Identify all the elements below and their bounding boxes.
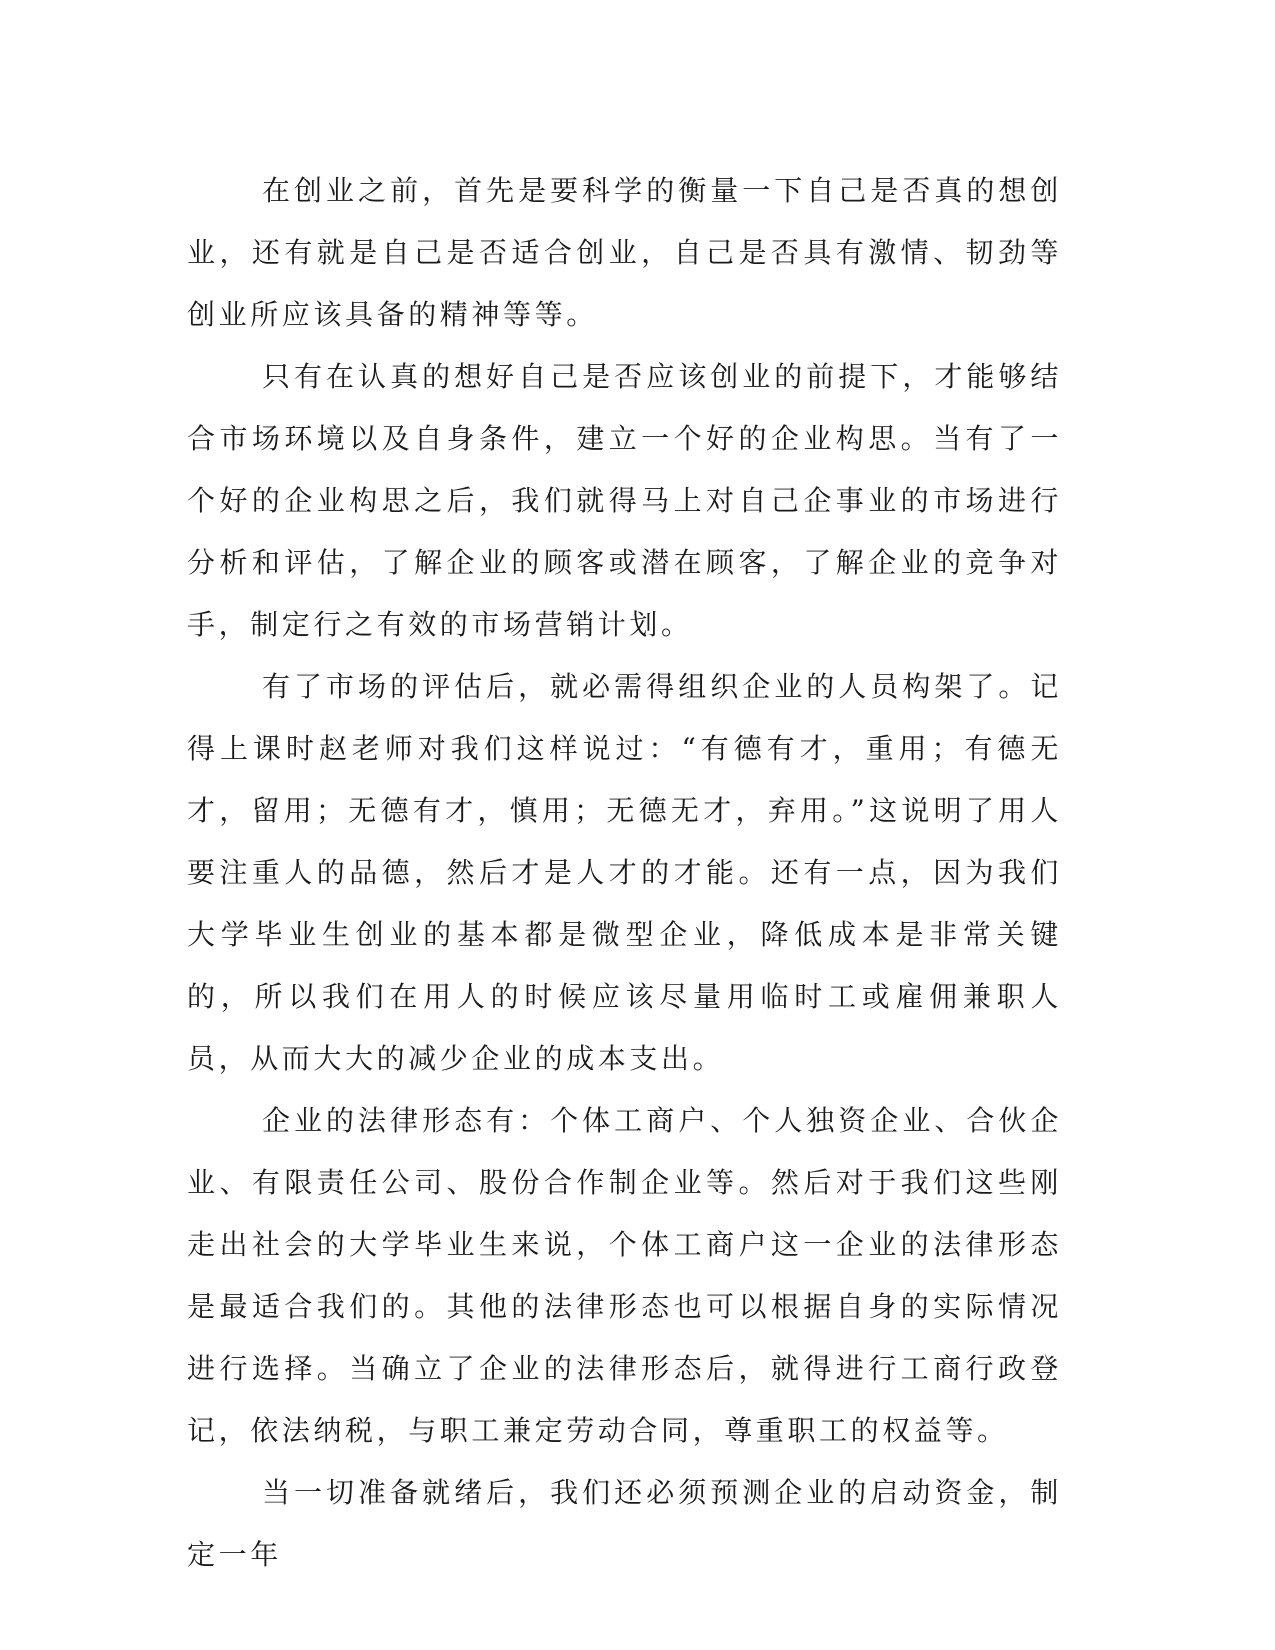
paragraph-2: 只有在认真的想好自己是否应该创业的前提下，才能够结合市场环境以及自身条件，建立一个好的企业构思。当有了一个好的企业构思之后，我们就得马上对自己企事业的市场进行分析和评估，了解企业的顾客或潜在顾客，了解企业的竞争对手，制定行之有效的市场营销计划。	[187, 360, 1062, 641]
paragraph-5: 当一切准备就绪后，我们还必须预测企业的启动资金，制定一年	[187, 1476, 1062, 1571]
paragraph-1: 在创业之前，首先是要科学的衡量一下自己是否真的想创业，还有就是自己是否适合创业，自己是否具有激情、韧劲等创业所应该具备的精神等等。	[187, 174, 1062, 331]
document-body	[187, 160, 1062, 1586]
paragraph-4: 企业的法律形态有：个体工商户、个人独资企业、合伙企业、有限责任公司、股份合作制企业等。然后对于我们这些刚走出社会的大学毕业生来说，个体工商户这一企业的法律形态是最适合我们的。其他的法律形态也可以根据自身的实际情况进行选择。当确立了企业的法律形态后，就得进行工商行政登记，依法纳税，与职工兼定劳动合同，尊重职工的权益等。	[187, 1104, 1062, 1447]
paragraph-3: 有了市场的评估后，就必需得组织企业的人员构架了。记得上课时赵老师对我们这样说过：“有德有才，重用；有德无才，留用；无德有才，慎用；无德无才，弃用。”这说明了用人要注重人的品德，然后才是人才的才能。还有一点，因为我们大学毕业生创业的基本都是微型企业，降低成本是非常关键的，所以我们在用人的时候应该尽量用临时工或雇佣兼职人员，从而大大的减少企业的成本支出。	[187, 670, 1062, 1075]
